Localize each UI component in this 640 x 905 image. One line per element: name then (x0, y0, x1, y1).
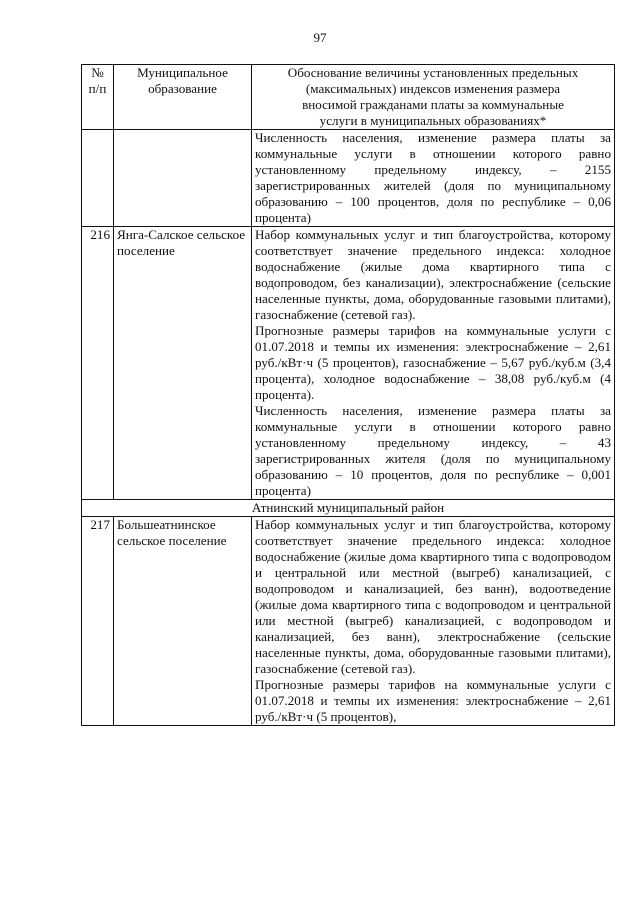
header-number (82, 65, 114, 130)
row-municipality (114, 130, 252, 227)
header-number-line: № (91, 65, 104, 80)
header-justification-line: услуги в муниципальных образованиях* (319, 113, 547, 128)
header-justification-line: вносимой гражданами платы за коммунальные (302, 97, 564, 112)
row-number (82, 130, 114, 227)
justification-paragraph: Численность населения, изменение размера платы за коммунальные услуги в отношении которого равно установленному предельному индексу, – 2155 зарегистрированных жителей (доля по муниципальному образованию – 100 процентов, доля по республике – 0,06 процента) (255, 130, 611, 225)
header-justification-line: (максимальных) индексов изменения размера (305, 81, 561, 96)
header-justification-line: Обоснование величины установленных предельных (287, 65, 579, 80)
justification-paragraph: Численность населения, изменение размера платы за коммунальные услуги в отношении которого равно установленному предельному индексу, – 43 зарегистрированных жителя (доля по муниципальному образованию – 10 процентов, доля по республике – 0,001 процента) (255, 403, 611, 498)
district-row (82, 500, 615, 517)
district-name: Атнинский муниципальный район (82, 500, 615, 517)
header-municipality-line: образование (148, 81, 217, 96)
header-municipality (114, 65, 252, 130)
row-municipality: Янга-Салское сельское поселение (114, 227, 252, 500)
table-row (82, 227, 615, 500)
justification-paragraph: Прогнозные размеры тарифов на коммунальные услуги с 01.07.2018 и темпы их изменения: электроснабжение – 2,61 руб./кВт·ч (5 процентов), газоснабжение – 5,67 руб./куб.м (3,4 процента), холодное водоснабжение – 38,08 руб./куб.м (4 процента). (255, 323, 611, 402)
row-municipality: Большеатнинское сельское поселение (114, 517, 252, 726)
row-justification (252, 517, 615, 726)
row-number: 216 (82, 227, 114, 500)
page-number: 97 (313, 30, 327, 45)
justification-paragraph: Прогнозные размеры тарифов на коммунальные услуги с 01.07.2018 и темпы их изменения: электроснабжение – 2,61 руб./кВт·ч (5 процентов), (255, 677, 611, 724)
header-justification (252, 65, 615, 130)
tariff-justification-table (81, 64, 615, 726)
row-number: 217 (82, 517, 114, 726)
table-row (82, 130, 615, 227)
row-justification (252, 130, 615, 227)
table-row (82, 517, 615, 726)
header-number-line: п/п (88, 81, 107, 96)
header-municipality-line: Муниципальное (137, 65, 228, 80)
justification-paragraph: Набор коммунальных услуг и тип благоустройства, которому соответствует значение предельного индекса: холодное водоснабжение (жилые дома квартирного типа с водопроводом, без канализации), электроснабжение (сельские населенные пункты, дома, оборудованные газовыми плитами), газоснабжение (сетевой газ). (255, 227, 611, 322)
row-justification (252, 227, 615, 500)
justification-paragraph: Набор коммунальных услуг и тип благоустройства, которому соответствует значение предельного индекса: холодное водоснабжение (жилые дома квартирного типа с водопроводом и центральной или местной (выгреб) канализацией, с водопроводом и канализацией, без ванн), водоотведение (жилые дома квартирного типа с водопроводом и центральной или местной (выгреб) канализацией, с водопроводом и канализацией, без ванн), электроснабжение (сельские населенные пункты, дома, оборудованные газовыми плитами), газоснабжение (сетевой газ). (255, 517, 611, 676)
table-header-row (82, 65, 615, 130)
